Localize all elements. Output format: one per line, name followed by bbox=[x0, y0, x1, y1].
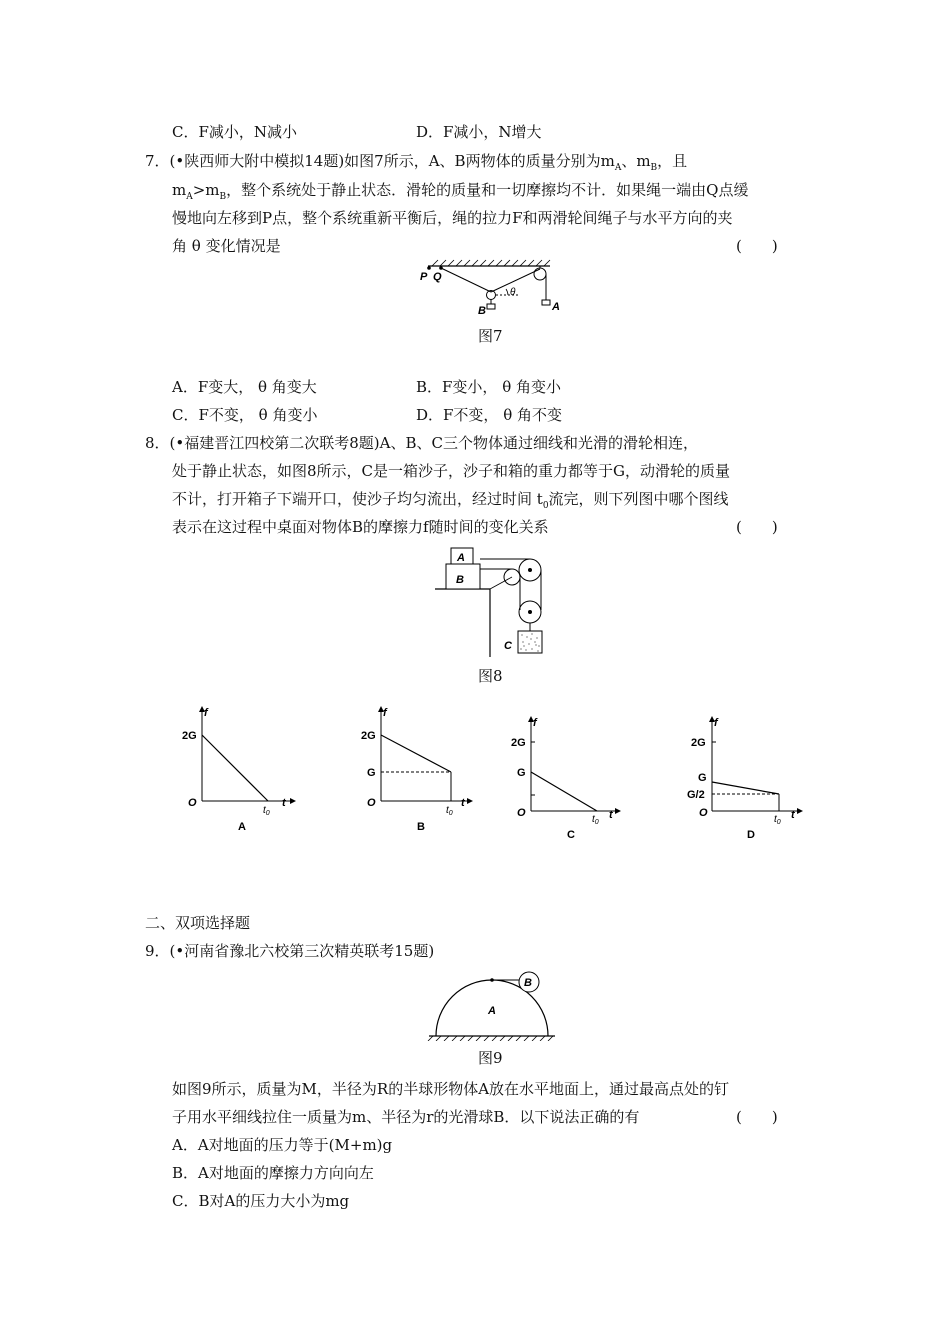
label-b: B bbox=[524, 977, 532, 989]
graph-d-series-line bbox=[712, 782, 779, 794]
graph-c-tick-2g: 2G bbox=[511, 737, 526, 749]
q8-line1: 8．(•福建晋江四校第二次联考8题)A、B、C三个物体通过细线和光滑的滑轮相连， bbox=[145, 434, 698, 452]
q6-option-c: C．F减小，N减小 bbox=[172, 123, 298, 141]
graph-d-tick-t0: $t_0$ bbox=[774, 814, 781, 826]
q9-answer-bracket: ( ) bbox=[736, 1108, 778, 1126]
q7-figure bbox=[418, 258, 568, 320]
q7-caption: 图7 bbox=[478, 327, 503, 345]
graph-b-title: B bbox=[417, 821, 425, 833]
graph-c-origin: O bbox=[517, 807, 526, 819]
q8-figure bbox=[432, 545, 552, 660]
graph-d-xlabel: t bbox=[791, 809, 795, 821]
label-p: P bbox=[420, 271, 428, 283]
graph-b-series-line bbox=[381, 735, 451, 772]
q7-line3: 慢地向左移到P点，整个系统重新平衡后，绳的拉力F和两滑轮间绳子与水平方向的夹 bbox=[172, 209, 733, 227]
graph-c bbox=[505, 710, 645, 845]
graph-b-xlabel: t bbox=[461, 797, 465, 809]
label-a: A bbox=[488, 1005, 496, 1017]
label-b: B bbox=[478, 305, 486, 317]
graph-a-series-line bbox=[202, 735, 268, 801]
q7-answer-bracket: ( ) bbox=[736, 237, 778, 255]
graph-a-ylabel: f bbox=[204, 707, 208, 719]
graph-b-tick-t0: $t_0$ bbox=[446, 805, 453, 817]
q9-option-b: B．A对地面的摩擦力方向向左 bbox=[172, 1164, 374, 1182]
q9-caption: 图9 bbox=[478, 1049, 503, 1067]
graph-c-ylabel: f bbox=[533, 717, 537, 729]
q7-option-b: B．F变小， θ 角变小 bbox=[416, 378, 561, 396]
q7-option-d: D．F不变， θ 角不变 bbox=[416, 406, 563, 424]
graph-d-ylabel: f bbox=[714, 717, 718, 729]
q7-line2: $m_A>m_B$，整个系统处于静止状态．滑轮的质量和一切摩擦均不计．如果绳一端由Q点缓 bbox=[172, 181, 749, 202]
q7-line4: 角 θ 变化情况是 bbox=[172, 237, 281, 255]
graph-d bbox=[685, 710, 825, 845]
sand-box-c bbox=[518, 631, 542, 653]
q8-caption: 图8 bbox=[478, 667, 503, 685]
graph-c-xlabel: t bbox=[609, 809, 613, 821]
graph-a-title: A bbox=[238, 821, 246, 833]
graph-d-tick-2g: 2G bbox=[691, 737, 706, 749]
q8-line3: 不计，打开箱子下端开口，使沙子均匀流出，经过时间 $t_0$流完，则下列图中哪个图线 bbox=[172, 490, 729, 511]
graph-d-title: D bbox=[747, 829, 755, 841]
q6-option-d: D．F减小，N增大 bbox=[416, 123, 542, 141]
graph-d-tick-g-half: G/2 bbox=[687, 789, 705, 801]
q8-line4: 表示在这过程中桌面对物体B的摩擦力f随时间的变化关系 bbox=[172, 518, 549, 536]
q9-line1: 9．(•河南省豫北六校第三次精英联考15题) bbox=[145, 942, 435, 960]
q9-line2: 如图9所示，质量为M，半径为R的半球形物体A放在水平地面上，通过最高点处的钉 bbox=[172, 1080, 730, 1098]
label-q: Q bbox=[433, 271, 442, 283]
point-p-icon bbox=[427, 266, 431, 270]
label-b: B bbox=[456, 574, 464, 586]
label-theta: θ bbox=[510, 287, 516, 298]
graph-d-tick-g: G bbox=[698, 772, 707, 784]
q7-line1: 7．(•陕西师大附中模拟14题)如图7所示，A、B两物体的质量分别为$m_A$、$m_B$，且 bbox=[145, 152, 688, 173]
graph-b-tick-2g: 2G bbox=[361, 730, 376, 742]
label-a: A bbox=[457, 552, 465, 564]
q9-figure bbox=[425, 965, 560, 1041]
graph-d-origin: O bbox=[699, 807, 708, 819]
q8-answer-bracket: ( ) bbox=[736, 518, 778, 536]
q9-option-a: A．A对地面的压力等于(M+m)g bbox=[172, 1136, 393, 1154]
graph-a-xlabel: t bbox=[282, 797, 286, 809]
fixed-pulley-icon bbox=[534, 268, 546, 280]
q7-option-a: A．F变大， θ 角变大 bbox=[172, 378, 317, 396]
graph-c-tick-t0: $t_0$ bbox=[592, 814, 599, 826]
q8-line2: 处于静止状态，如图8所示，C是一箱沙子，沙子和箱的重力都等于G，动滑轮的质量 bbox=[172, 462, 731, 480]
label-a: A bbox=[552, 301, 560, 313]
graph-b-origin: O bbox=[367, 797, 376, 809]
section-heading: 二、双项选择题 bbox=[145, 914, 251, 932]
graph-b-ylabel: f bbox=[383, 707, 387, 719]
graph-a-origin: O bbox=[188, 797, 197, 809]
q9-option-c: C．B对A的压力大小为mg bbox=[172, 1192, 350, 1210]
graph-b-tick-g: G bbox=[367, 767, 376, 779]
graph-c-series-line bbox=[531, 772, 597, 811]
graph-a-tick-t0: $t_0$ bbox=[263, 805, 270, 817]
q9-line3: 子用水平细线拉住一质量为m、半径为r的光滑球B．以下说法正确的有 bbox=[172, 1108, 640, 1126]
q7-option-c: C．F不变， θ 角变小 bbox=[172, 406, 318, 424]
graph-c-title: C bbox=[567, 829, 575, 841]
graph-c-tick-g: G bbox=[517, 767, 526, 779]
block-b bbox=[487, 304, 495, 309]
graph-a bbox=[180, 700, 320, 840]
label-c: C bbox=[504, 640, 512, 652]
graph-a-tick-2g: 2G bbox=[182, 730, 197, 742]
block-a bbox=[542, 300, 550, 305]
graph-b bbox=[355, 700, 495, 840]
